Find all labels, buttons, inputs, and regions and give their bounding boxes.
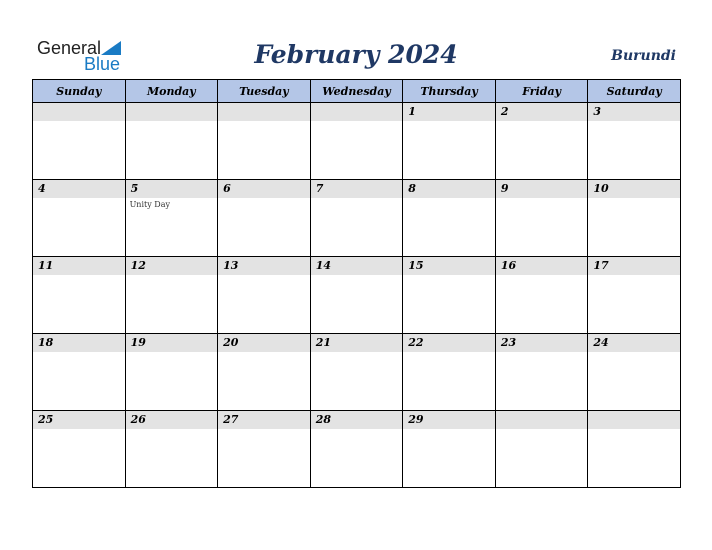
day-number: 26 (126, 411, 218, 429)
day-cell (403, 334, 496, 411)
weekday-monday: Monday (125, 80, 218, 103)
day-cell (218, 257, 311, 334)
day-number: 11 (33, 257, 125, 275)
day-cell (588, 334, 681, 411)
day-number (218, 103, 310, 121)
day-number: 27 (218, 411, 310, 429)
day-number: 6 (218, 180, 310, 198)
day-cell (125, 103, 218, 180)
day-cell (218, 180, 311, 257)
day-number: 5 (126, 180, 218, 198)
day-cell (310, 103, 403, 180)
day-number: 19 (126, 334, 218, 352)
day-cell (588, 411, 681, 488)
weekday-sunday: Sunday (33, 80, 126, 103)
weekday-wednesday: Wednesday (310, 80, 403, 103)
week-row (33, 180, 681, 257)
day-cell (403, 180, 496, 257)
day-cell (33, 334, 126, 411)
day-number: 29 (403, 411, 495, 429)
day-cell (495, 103, 588, 180)
day-number: 13 (218, 257, 310, 275)
day-cell (310, 334, 403, 411)
day-cell (403, 411, 496, 488)
day-cell (218, 411, 311, 488)
day-number: 23 (496, 334, 588, 352)
day-cell (403, 103, 496, 180)
day-cell (588, 180, 681, 257)
day-number (496, 411, 588, 429)
day-number: 4 (33, 180, 125, 198)
week-row (33, 411, 681, 488)
weekday-friday: Friday (495, 80, 588, 103)
logo-text-general: General (37, 38, 102, 58)
day-cell (218, 334, 311, 411)
day-number: 14 (311, 257, 403, 275)
day-number: 22 (403, 334, 495, 352)
day-number: 2 (496, 103, 588, 121)
day-cell (588, 257, 681, 334)
day-number: 10 (588, 180, 680, 198)
week-row (33, 103, 681, 180)
day-cell (495, 257, 588, 334)
day-cell (495, 180, 588, 257)
day-number: 8 (403, 180, 495, 198)
day-number (311, 103, 403, 121)
day-number: 25 (33, 411, 125, 429)
day-cell (310, 257, 403, 334)
day-number: 1 (403, 103, 495, 121)
calendar-grid (32, 79, 681, 488)
day-cell (588, 103, 681, 180)
day-number (588, 411, 680, 429)
day-number: 12 (126, 257, 218, 275)
day-cell (310, 411, 403, 488)
day-number: 20 (218, 334, 310, 352)
logo-text-blue: Blue (84, 54, 121, 74)
day-cell (125, 334, 218, 411)
day-number: 28 (311, 411, 403, 429)
day-cell (33, 257, 126, 334)
day-number: 24 (588, 334, 680, 352)
day-number: 17 (588, 257, 680, 275)
weekday-tuesday: Tuesday (218, 80, 311, 103)
page-title: February 2024 (254, 40, 458, 69)
day-cell (218, 103, 311, 180)
day-cell (495, 411, 588, 488)
day-number: 21 (311, 334, 403, 352)
country-label: Burundi (611, 48, 676, 64)
day-number (126, 103, 218, 121)
day-cell (403, 257, 496, 334)
day-cell (125, 180, 218, 257)
holiday-event: Unity Day (129, 200, 170, 209)
day-cell (33, 103, 126, 180)
day-number: 15 (403, 257, 495, 275)
day-number: 16 (496, 257, 588, 275)
day-number (33, 103, 125, 121)
weekday-saturday: Saturday (588, 80, 681, 103)
day-cell (125, 411, 218, 488)
week-row (33, 257, 681, 334)
day-cell (495, 334, 588, 411)
day-number: 3 (588, 103, 680, 121)
day-cell (125, 257, 218, 334)
weekday-header-row (33, 80, 681, 103)
day-number: 9 (496, 180, 588, 198)
weekday-thursday: Thursday (403, 80, 496, 103)
week-row (33, 334, 681, 411)
day-number: 7 (311, 180, 403, 198)
day-cell (33, 180, 126, 257)
day-cell (310, 180, 403, 257)
day-number: 18 (33, 334, 125, 352)
day-cell (33, 411, 126, 488)
